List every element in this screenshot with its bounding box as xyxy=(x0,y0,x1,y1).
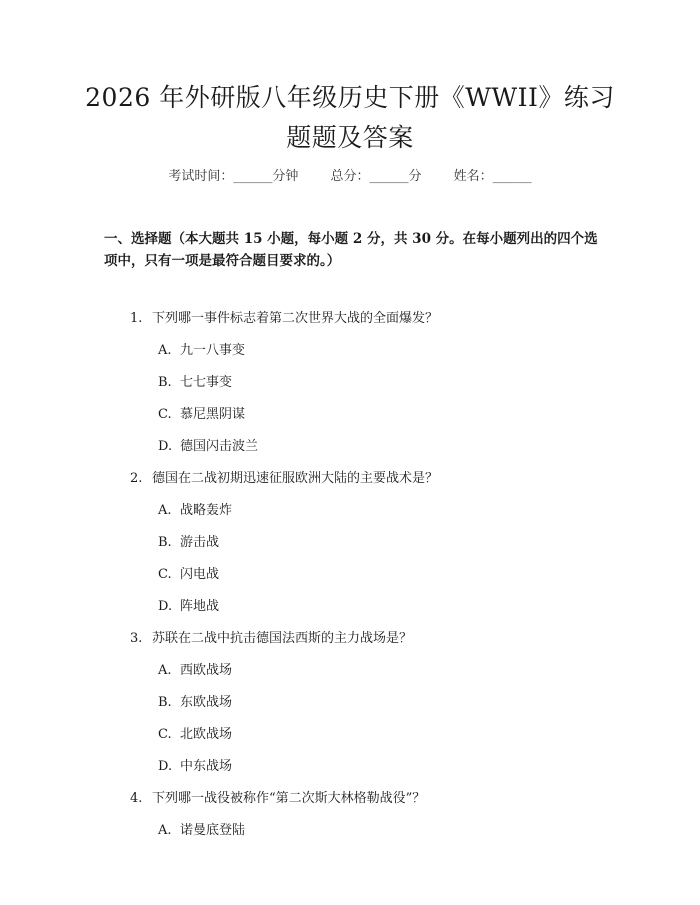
option-text: 德国闪击波兰 xyxy=(180,439,259,454)
option-text: 西欧战场 xyxy=(180,663,233,678)
question-4 xyxy=(130,789,590,809)
option-letter: B. xyxy=(158,375,172,390)
option-text: 九一八事变 xyxy=(180,343,246,358)
exam-info-row xyxy=(0,167,700,187)
option-letter: A. xyxy=(158,343,172,358)
question-3-option-c xyxy=(158,725,558,745)
page-title xyxy=(60,78,640,158)
option-letter: A. xyxy=(158,503,172,518)
exam-score-field: 总分：______分 xyxy=(330,169,422,184)
option-letter: C. xyxy=(158,727,172,742)
option-text: 七七事变 xyxy=(180,375,233,390)
option-letter: D. xyxy=(158,759,173,774)
question-text: 苏联在二战中抗击德国法西斯的主力战场是？ xyxy=(152,631,413,646)
option-letter: B. xyxy=(158,535,172,550)
question-number: 2. xyxy=(130,471,143,486)
question-1-option-b xyxy=(158,373,558,393)
option-letter: B. xyxy=(158,695,172,710)
question-3-option-d xyxy=(158,757,558,777)
title-line-2: 题题及答案 xyxy=(286,123,414,152)
option-letter: A. xyxy=(158,823,172,838)
question-1-option-d xyxy=(158,437,558,457)
question-2-option-d xyxy=(158,597,558,617)
option-letter: D. xyxy=(158,599,173,614)
title-line-1: 2026 年外研版八年级历史下册《WWII》练习 xyxy=(85,83,615,112)
option-text: 战略轰炸 xyxy=(180,503,233,518)
question-1-option-a xyxy=(158,341,558,361)
option-text: 游击战 xyxy=(180,535,220,550)
question-2-option-b xyxy=(158,533,558,553)
question-4-option-a xyxy=(158,821,558,841)
question-2-option-c xyxy=(158,565,558,585)
question-2 xyxy=(130,469,590,489)
option-letter: C. xyxy=(158,567,172,582)
question-3-option-b xyxy=(158,693,558,713)
question-number: 3. xyxy=(130,631,143,646)
question-3-option-a xyxy=(158,661,558,681)
question-text: 下列哪一战役被称作“第二次斯大林格勒战役”？ xyxy=(152,791,426,806)
option-text: 北欧战场 xyxy=(180,727,233,742)
option-text: 中东战场 xyxy=(180,759,233,774)
option-text: 慕尼黑阴谋 xyxy=(180,407,246,422)
question-1 xyxy=(130,309,590,329)
question-3 xyxy=(130,629,590,649)
option-text: 闪电战 xyxy=(180,567,220,582)
option-text: 诺曼底登陆 xyxy=(180,823,246,838)
section-heading-line-1: 一、选择题（本大题共 15 小题，每小题 2 分，共 30 分。在每小题列出的四个选 xyxy=(104,231,598,247)
option-letter: A. xyxy=(158,663,172,678)
option-letter: D. xyxy=(158,439,173,454)
question-text: 德国在二战初期迅速征服欧洲大陆的主要战术是？ xyxy=(152,471,439,486)
option-letter: C. xyxy=(158,407,172,422)
section-heading xyxy=(104,228,604,272)
section-heading-line-2: 项中，只有一项是最符合题目要求的。） xyxy=(104,253,341,269)
question-2-option-a xyxy=(158,501,558,521)
exam-time-field: 考试时间：______分钟 xyxy=(168,169,299,184)
option-text: 阵地战 xyxy=(180,599,220,614)
exam-name-field: 姓名：______ xyxy=(453,169,532,184)
option-text: 东欧战场 xyxy=(180,695,233,710)
question-number: 4. xyxy=(130,791,143,806)
question-text: 下列哪一事件标志着第二次世界大战的全面爆发？ xyxy=(152,311,439,326)
question-1-option-c xyxy=(158,405,558,425)
question-number: 1. xyxy=(130,311,143,326)
